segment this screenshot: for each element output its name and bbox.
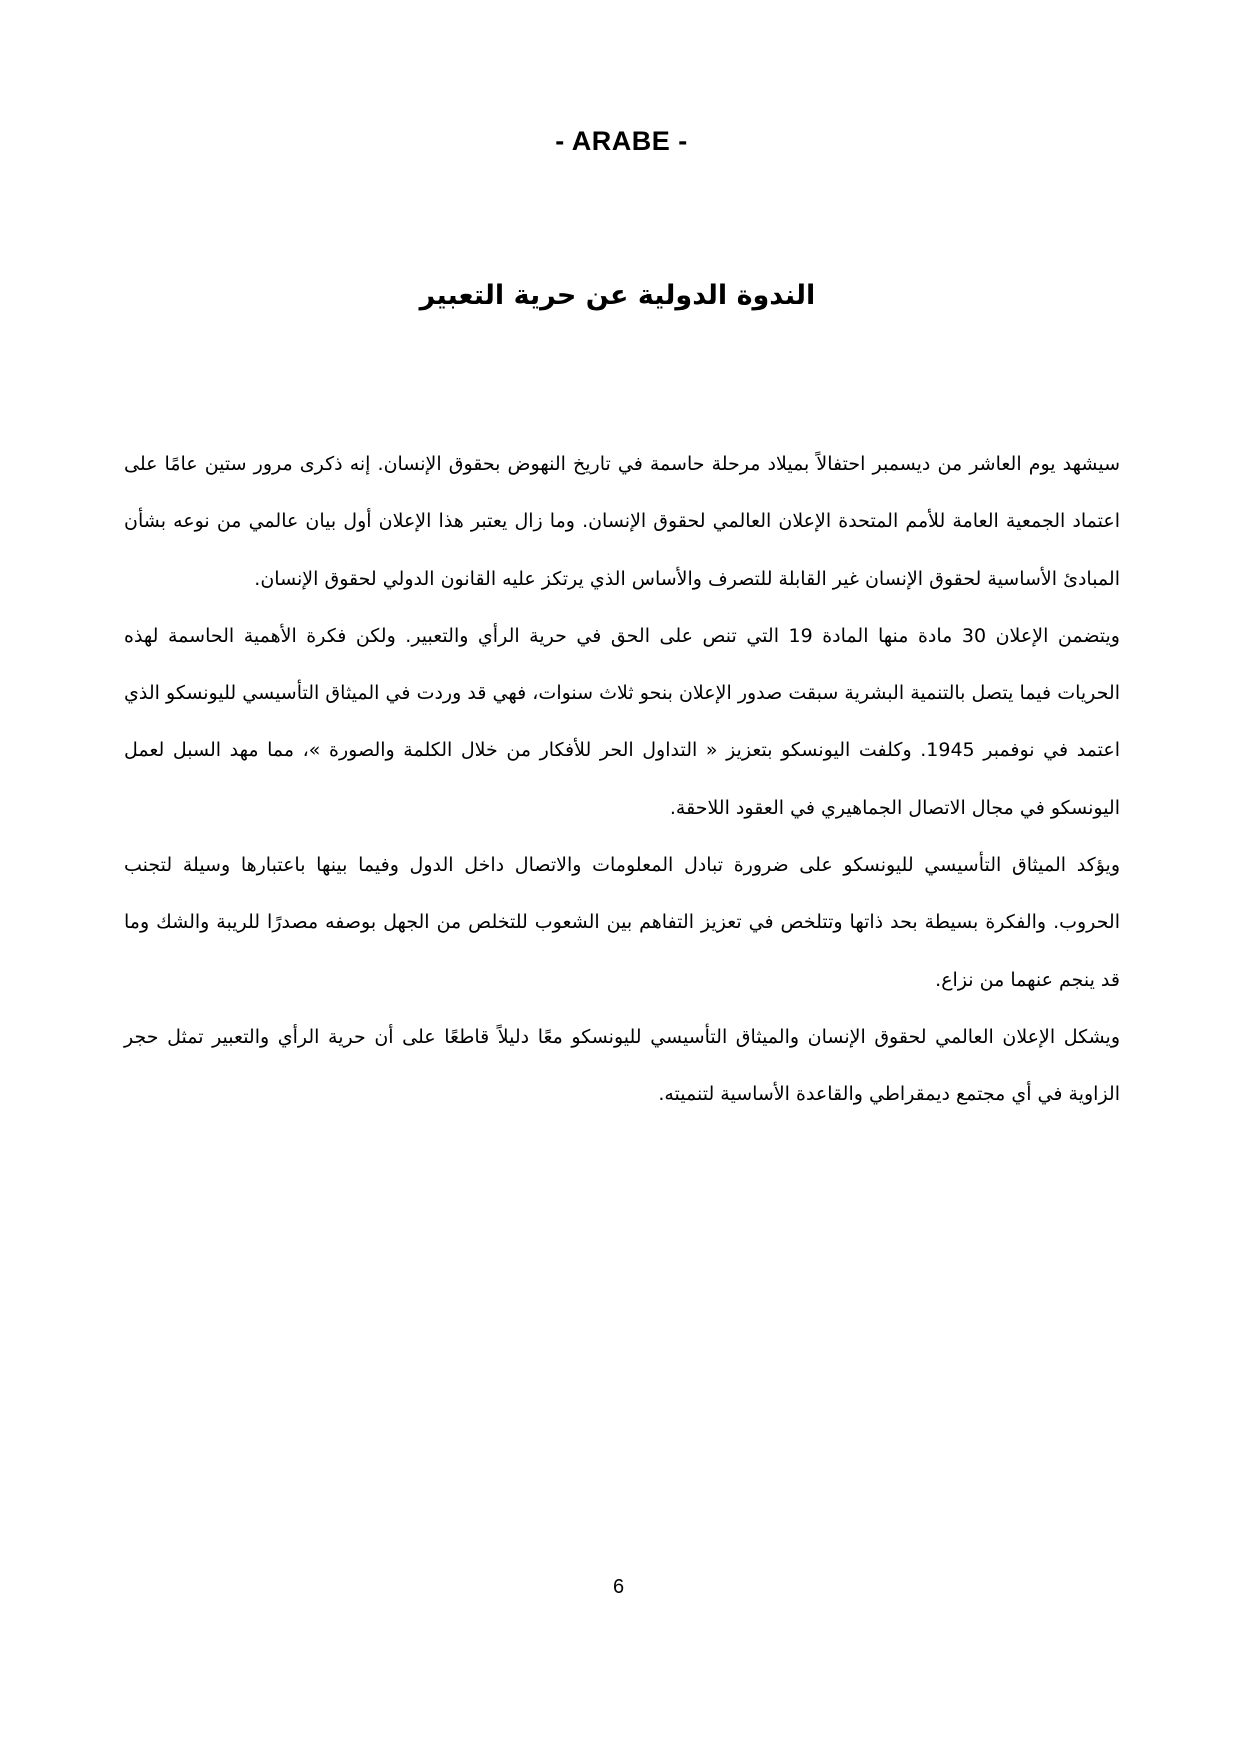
body-paragraph: سيشهد يوم العاشر من ديسمبر احتفالاً بميلاد مرحلة حاسمة في تاريخ النهوض بحقوق الإنسان. إنه ذكرى مرور ستين عامًا على اعتماد الجمعية العامة للأمم المتحدة الإعلان العالمي لحقوق الإنسان. وما زال يعتبر هذا الإعلان أول بيان عالمي من نوعه بشأن المبادئ الأساسية لحقوق الإنسان غير القابلة للتصرف والأساس الذي يرتكز عليه القانون الدولي لحقوق الإنسان. bbox=[124, 453, 1120, 590]
body-paragraph: ويتضمن الإعلان 30 مادة منها المادة 19 التي تنص على الحق في حرية الرأي والتعبير. ولكن فكرة الأهمية الحاسمة لهذه الحريات فيما يتصل بالتنمية البشرية سبقت صدور الإعلان بنحو ثلاث سنوات، فهي قد وردت في الميثاق التأسيسي لليونسكو الذي اعتمد في نوفمبر 1945. وكلفت اليونسكو بتعزيز « التداول الحر للأفكار من خلال الكلمة والصورة »، مما مهد السبل لعمل اليونسكو في مجال الاتصال الجماهيري في العقود اللاحقة. bbox=[124, 624, 1120, 819]
body-paragraph: ويؤكد الميثاق التأسيسي لليونسكو على ضرورة تبادل المعلومات والاتصال داخل الدول وفيما بينها باعتبارها وسيلة لتجنب الحروب. والفكرة بسيطة بحد ذاتها وتتلخص في تعزيز التفاهم بين الشعوب للتخلص من الجهل بوصفه مصدرًا للريبة والشك وما قد ينجم عنهما من نزاع. bbox=[124, 854, 1120, 991]
document-body bbox=[124, 436, 1120, 1124]
body-paragraph: ويشكل الإعلان العالمي لحقوق الإنسان والميثاق التأسيسي لليونسكو معًا دليلاً قاطعًا على أن حرية الرأي والتعبير تمثل حجر الزاوية في أي مجتمع ديمقراطي والقاعدة الأساسية لتنميته. bbox=[124, 1025, 1120, 1106]
language-section-label: - ARABE - bbox=[555, 126, 688, 156]
document-title: الندوة الدولية عن حرية التعبير bbox=[419, 280, 816, 311]
page-number: 6 bbox=[612, 1576, 625, 1598]
